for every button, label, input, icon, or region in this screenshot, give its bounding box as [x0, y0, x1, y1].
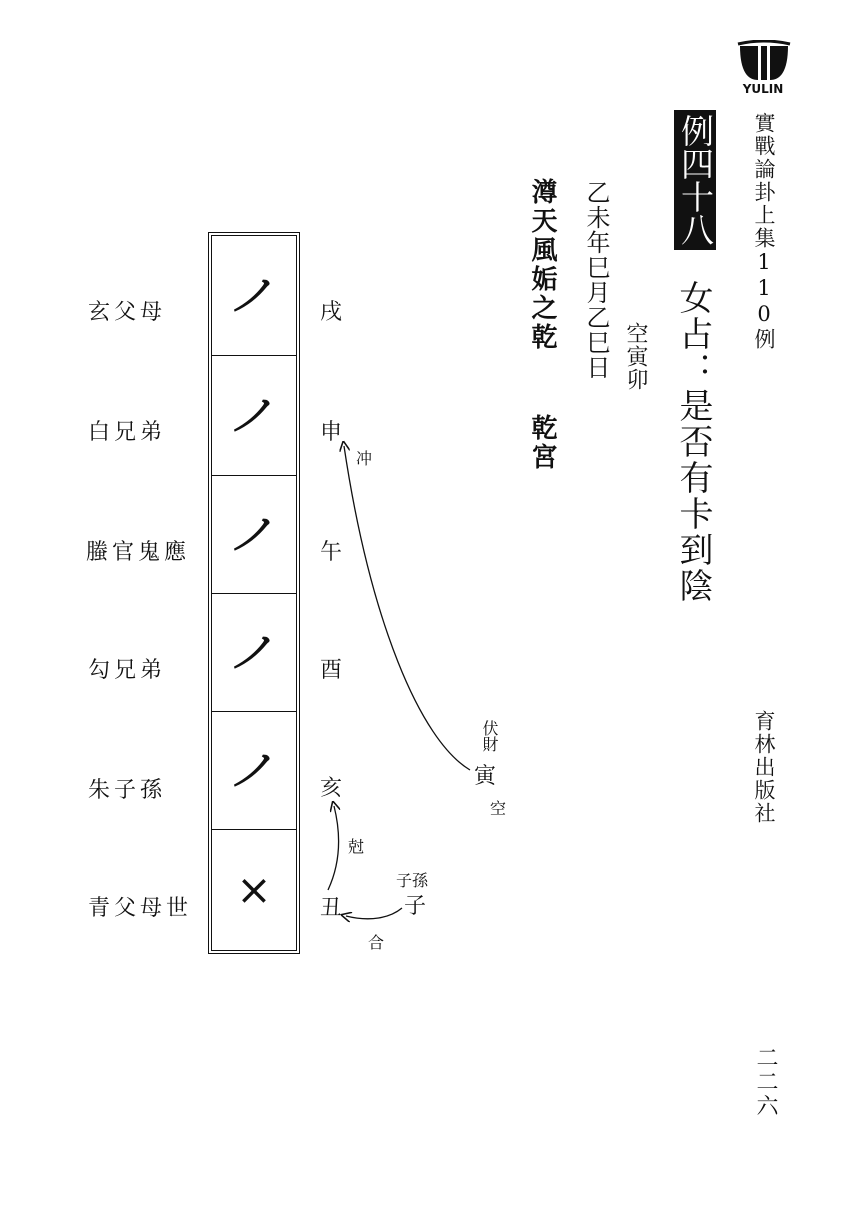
- he-arrow: [346, 908, 402, 919]
- chong-arrow: [344, 446, 470, 770]
- fu-cai-label: 伏財: [480, 720, 499, 752]
- yang-line-mark: ノ: [225, 745, 284, 795]
- yang-line-mark: ノ: [225, 270, 284, 320]
- chong-label: 冲: [356, 449, 373, 468]
- kong-label: 空: [490, 799, 507, 818]
- moving-yin-cross-mark: ×: [236, 865, 272, 914]
- date-line: 乙未年巳月乙巳日: [582, 180, 610, 380]
- line-2-label: 朱子孫: [88, 778, 167, 803]
- void-note: 空寅卯: [623, 322, 648, 391]
- he-label: 合: [368, 933, 385, 952]
- line-4-branch: 午: [320, 540, 343, 565]
- page-number: 二二六: [753, 1046, 778, 1118]
- yin-branch-label: 寅: [474, 764, 497, 789]
- line-2-branch: 亥: [320, 776, 343, 801]
- line-5-label: 白兄弟: [88, 420, 167, 445]
- line-3-branch: 酉: [320, 658, 343, 683]
- logo-text: YULIN: [742, 82, 784, 96]
- line-1-label: 青父母世: [88, 896, 193, 921]
- line-3-label: 勾兄弟: [88, 658, 167, 683]
- hexagram-name: 澊天風姤之乾: [527, 178, 557, 352]
- line-4-label: 螣官鬼應: [86, 540, 191, 565]
- hui-arrow: [328, 806, 339, 890]
- question-title: 女占：是否有卡到陰: [673, 280, 713, 604]
- yang-line-mark: ノ: [225, 390, 284, 440]
- zi-sun-label: 子孫: [396, 871, 429, 890]
- publisher: 育林出版社: [752, 710, 776, 825]
- line-5-branch: 申: [320, 420, 343, 445]
- line-6-label: 玄父母: [88, 300, 167, 325]
- series-title: 實戰論卦上集110例: [752, 112, 776, 351]
- zi-branch-label: 子: [404, 894, 427, 919]
- palace-name: 乾宮: [527, 414, 557, 472]
- line-1-branch: 丑: [320, 896, 343, 921]
- yang-line-mark: ノ: [225, 509, 284, 559]
- example-number: 例四十八: [676, 114, 715, 246]
- line-6-branch: 戌: [320, 300, 343, 325]
- hui-label: 尅: [348, 837, 365, 856]
- yang-line-mark: ノ: [225, 627, 284, 677]
